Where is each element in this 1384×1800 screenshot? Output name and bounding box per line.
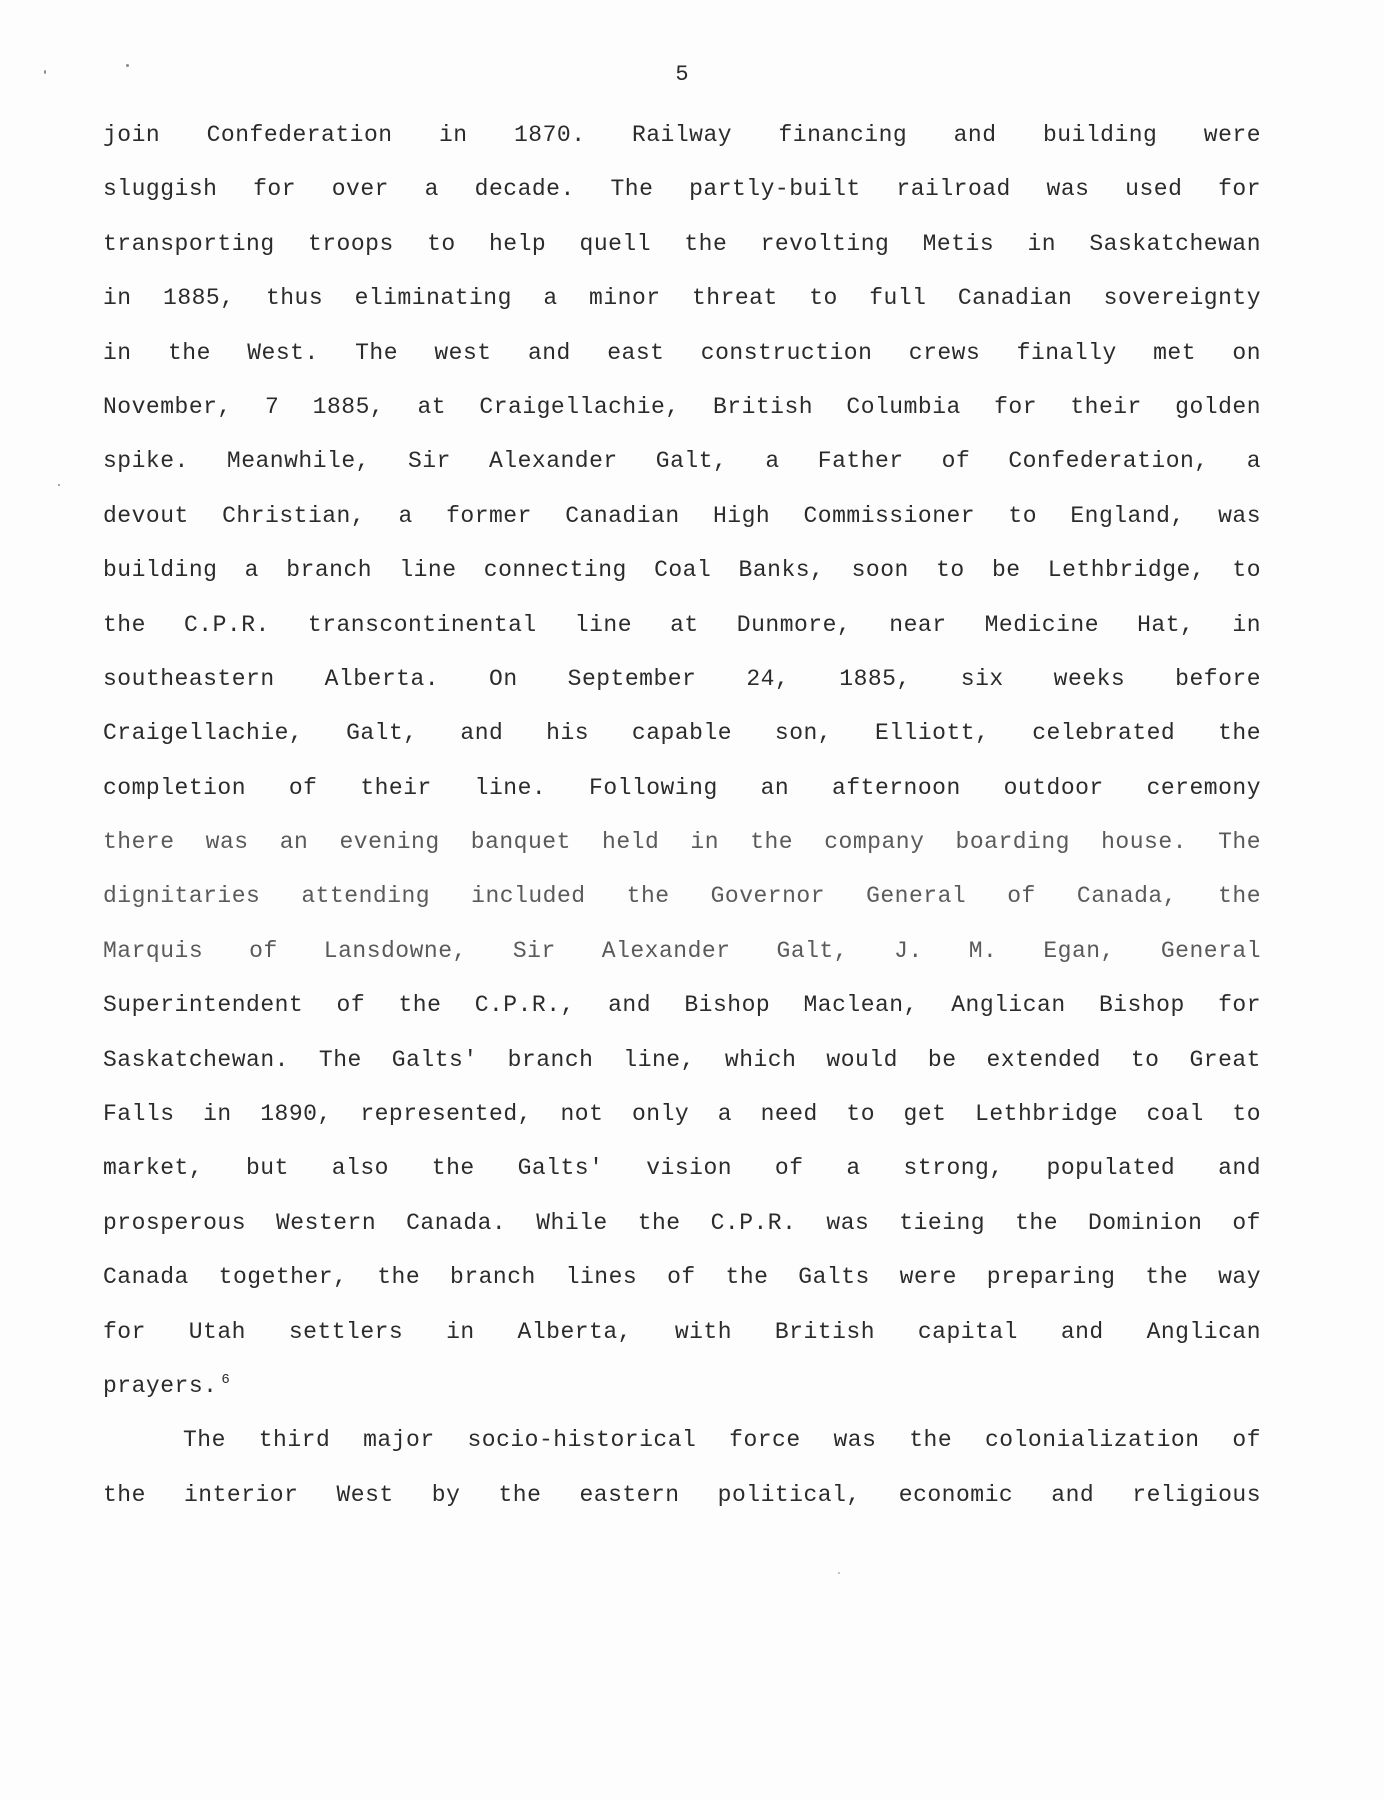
text-line: building a branch line connecting Coal Banks, soon to be Lethbridge, to: [103, 557, 1261, 584]
paragraph-2: [103, 1413, 1261, 1522]
text-line: for Utah settlers in Alberta, with British capital and Anglican: [103, 1318, 1261, 1345]
text-line: completion of their line. Following an afternoon outdoor ceremony: [103, 774, 1261, 801]
text-line: Marquis of Lansdowne, Sir Alexander Galt, J. M. Egan, General: [103, 937, 1261, 964]
text-line: in the West. The west and east construction crews finally met on: [103, 339, 1261, 366]
text-line: spike. Meanwhile, Sir Alexander Galt, a Father of Confederation, a: [103, 448, 1261, 475]
scan-speck: [58, 484, 60, 486]
scan-speck: [838, 1572, 840, 1574]
paragraph-1: [103, 108, 1261, 1413]
text-line: [103, 1359, 1261, 1413]
last-line-text: prayers.: [103, 1372, 218, 1399]
text-line: join Confederation in 1870. Railway financing and building were: [103, 122, 1261, 148]
text-line: transporting troops to help quell the revolting Metis in Saskatchewan: [103, 230, 1261, 257]
text-line: the C.P.R. transcontinental line at Dunmore, near Medicine Hat, in: [103, 611, 1261, 638]
text-line: there was an evening banquet held in the company boarding house. The: [103, 829, 1261, 856]
text-line: Falls in 1890, represented, not only a need to get Lethbridge coal to: [103, 1101, 1261, 1128]
text-line: devout Christian, a former Canadian High Commissioner to England, was: [103, 502, 1261, 529]
text-line: Saskatchewan. The Galts' branch line, which would be extended to Great: [103, 1046, 1261, 1073]
text-line: The third major socio-historical force was the colonialization of: [183, 1427, 1261, 1454]
text-line: southeastern Alberta. On September 24, 1885, six weeks before: [103, 665, 1261, 692]
text-line: Canada together, the branch lines of the Galts were preparing the way: [103, 1264, 1261, 1291]
text-line: dignitaries attending included the Governor General of Canada, the: [103, 883, 1261, 910]
body-text: [103, 108, 1261, 1522]
text-line: in 1885, thus eliminating a minor threat to full Canadian sovereignty: [103, 285, 1261, 312]
text-line: prosperous Western Canada. While the C.P.R. was tieing the Dominion of: [103, 1209, 1261, 1236]
text-line: November, 7 1885, at Craigellachie, British Columbia for their golden: [103, 393, 1261, 420]
text-line: Superintendent of the C.P.R., and Bishop Maclean, Anglican Bishop for: [103, 992, 1261, 1019]
footnote-marker: 6: [221, 1372, 231, 1389]
page-number: 5: [675, 62, 689, 87]
text-line: the interior West by the eastern political, economic and religious: [103, 1481, 1261, 1508]
text-line: sluggish for over a decade. The partly-built railroad was used for: [103, 176, 1261, 203]
text-line: market, but also the Galts' vision of a strong, populated and: [103, 1155, 1261, 1182]
text-line: Craigellachie, Galt, and his capable son, Elliott, celebrated the: [103, 720, 1261, 747]
